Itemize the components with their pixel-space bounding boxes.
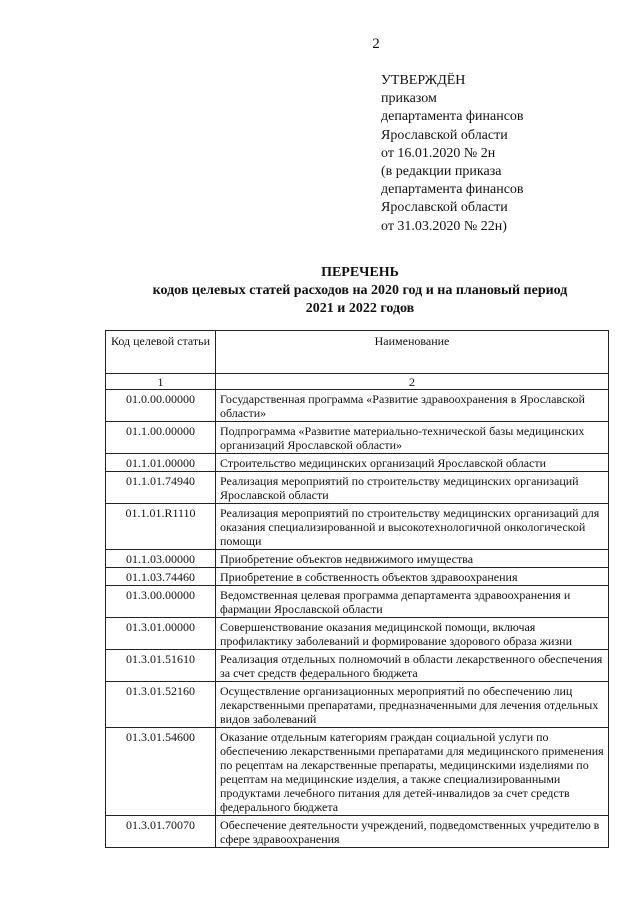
heading-title: ПЕРЕЧЕНЬ	[321, 265, 399, 280]
target-code: 01.3.00.00000	[106, 586, 216, 618]
approval-line: от 31.03.2020 № 22н)	[381, 218, 507, 234]
table-row	[106, 618, 609, 650]
table-header-row	[106, 331, 609, 374]
target-code: 01.3.01.54600	[106, 728, 216, 816]
target-codes-table	[105, 330, 609, 848]
target-code: 01.3.01.70070	[106, 816, 216, 848]
table-row	[106, 472, 609, 504]
table-row	[106, 550, 609, 568]
table-row	[106, 504, 609, 550]
table-row	[106, 682, 609, 728]
table-row	[106, 586, 609, 618]
target-code: 01.3.01.51610	[106, 650, 216, 682]
column-header-name: Наименование	[216, 331, 609, 374]
target-code: 01.0.00.00000	[106, 390, 216, 422]
item-name: Реализация мероприятий по строительству медицинских организаций Ярославской области	[216, 472, 609, 504]
item-name: Реализация мероприятий по строительству медицинских организаций для оказания специализированной и высокотехнологичной онкологической помощи	[216, 504, 609, 550]
table-row	[106, 454, 609, 472]
item-name: Осуществление организационных мероприятий по обеспечению лиц лекарственными препаратами, предназначенными для лечения отдельных видов заболеваний	[216, 682, 609, 728]
table-row	[106, 650, 609, 682]
approval-line: Ярославской области	[381, 127, 508, 143]
item-name: Совершенствование оказания медицинской помощи, включая профилактику заболеваний и формирование здорового образа жизни	[216, 618, 609, 650]
approval-stamp	[381, 72, 621, 236]
target-code: 01.3.01.00000	[106, 618, 216, 650]
target-code: 01.1.01.R1110	[106, 504, 216, 550]
item-name: Приобретение объектов недвижимого имущества	[216, 550, 609, 568]
column-number-row	[106, 374, 609, 390]
document-heading	[60, 264, 640, 318]
table-row	[106, 816, 609, 848]
approval-line: приказом	[381, 91, 437, 107]
item-name: Государственная программа «Развитие здравоохранения в Ярославской области»	[216, 390, 609, 422]
item-name: Реализация отдельных полномочий в области лекарственного обеспечения за счет средств федерального бюджета	[216, 650, 609, 682]
target-code: 01.1.01.74940	[106, 472, 216, 504]
table-row	[106, 728, 609, 816]
column-number: 2	[216, 374, 609, 390]
item-name: Приобретение в собственность объектов здравоохранения	[216, 568, 609, 586]
approval-line: (в редакции приказа	[381, 164, 502, 180]
approval-line: департамента финансов	[381, 182, 524, 198]
item-name: Подпрограмма «Развитие материально-технической базы медицинских организаций Ярославской области»	[216, 422, 609, 454]
target-code: 01.1.03.74460	[106, 568, 216, 586]
table-row	[106, 568, 609, 586]
target-code: 01.1.00.00000	[106, 422, 216, 454]
target-code: 01.3.01.52160	[106, 682, 216, 728]
approval-line: Ярославской области	[381, 200, 508, 216]
approval-line: департамента финансов	[381, 109, 524, 125]
column-number: 1	[106, 374, 216, 390]
item-name: Обеспечение деятельности учреждений, подведомственных учредителю в сфере здравоохранения	[216, 816, 609, 848]
target-code: 01.1.01.00000	[106, 454, 216, 472]
column-header-code: Код целевой статьи	[106, 331, 216, 374]
table-row	[106, 422, 609, 454]
approval-line: УТВЕРЖДЁН	[381, 73, 466, 88]
item-name: Оказание отдельным категориям граждан социальной услуги по обеспечению лекарственными препаратами для медицинского применения по рецептам на лекарственные препараты, медицинскими изделиями по рецептам на медицинские изделия, а также специализированными продуктами лечебного питания для детей-инвалидов за счет средств федерального бюджета	[216, 728, 609, 816]
table-row	[106, 390, 609, 422]
heading-subtitle: 2021 и 2022 годов	[305, 301, 415, 316]
item-name: Ведомственная целевая программа департамента здравоохранения и фармации Ярославской области	[216, 586, 609, 618]
approval-line: от 16.01.2020 № 2н	[381, 145, 496, 161]
heading-subtitle: кодов целевых статей расходов на 2020 год и на плановый период	[152, 283, 568, 298]
target-code: 01.1.03.00000	[106, 550, 216, 568]
item-name: Строительство медицинских организаций Ярославской области	[216, 454, 609, 472]
page-number: 2	[372, 36, 380, 52]
